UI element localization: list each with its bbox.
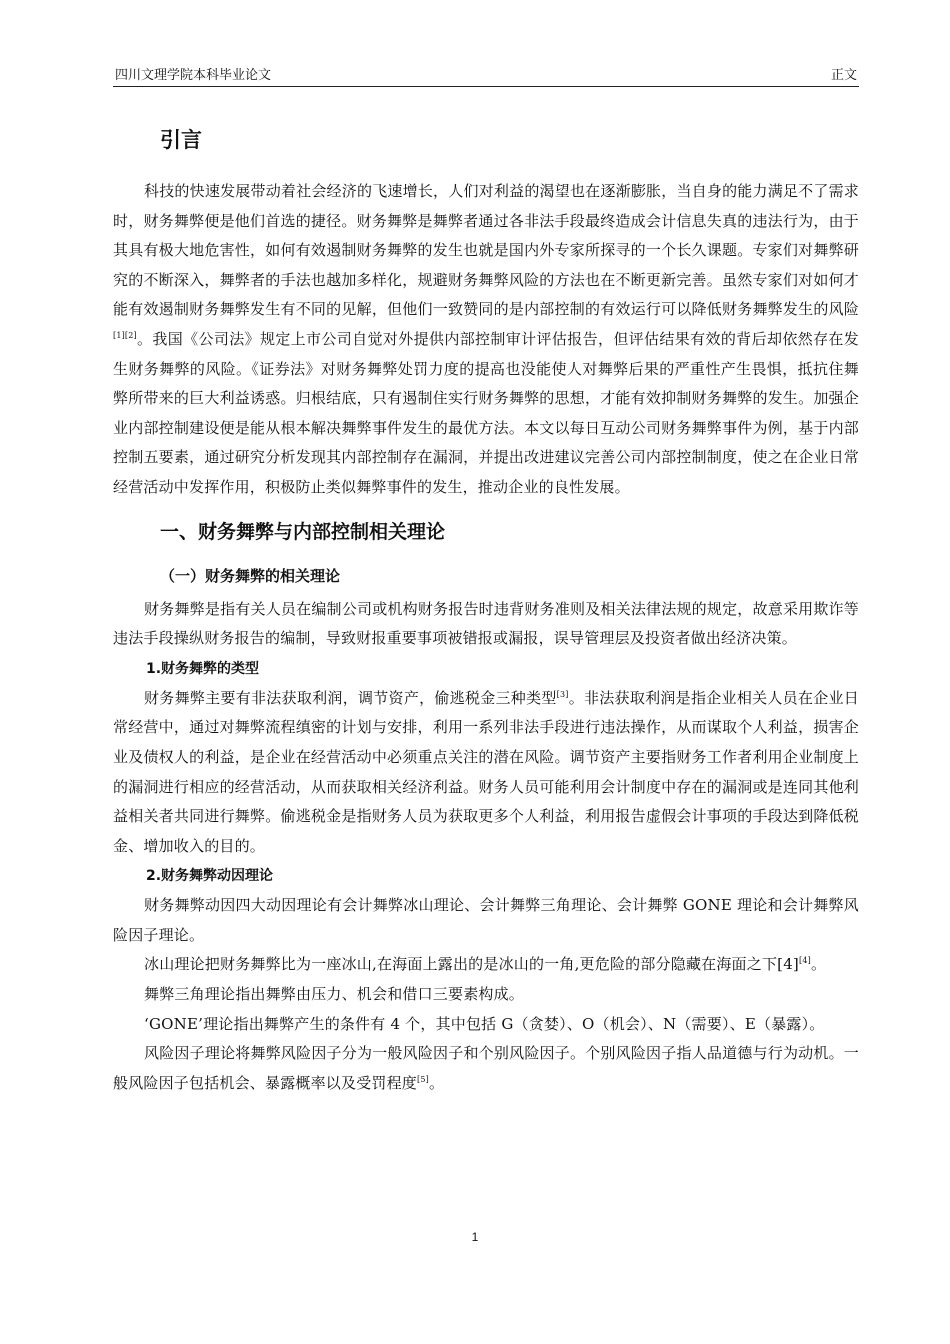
risk-factor-text-b: 。 (428, 1073, 445, 1092)
intro-paragraph (113, 177, 859, 503)
header-thesis-title: 四川文理学院本科毕业论文 (115, 68, 272, 83)
citation-ref: [1][2] (113, 330, 137, 340)
citation-ref: [4] (799, 956, 811, 966)
intro-heading: 引言 (160, 128, 202, 152)
fraud-definition-paragraph: 财务舞弊是指有关人员在编制公司或机构财务报告时违背财务准则及相关法律法规的规定，故意采用欺诈等违法手段操纵财务报告的编制，导致财报重要事项被错报或漏报，误导管理层及投资者做出经济决策。 (113, 599, 859, 648)
risk-factor-theory-paragraph (113, 1039, 859, 1098)
citation-ref: [5] (417, 1074, 429, 1084)
chapter-heading: 一、财务舞弊与内部控制相关理论 (160, 520, 446, 543)
page-number: 1 (471, 1230, 479, 1244)
triangle-theory-paragraph: 舞弊三角理论指出舞弊由压力、机会和借口三要素构成。 (144, 985, 525, 1004)
fraud-types-heading: 1.财务舞弊的类型 (146, 660, 260, 677)
page-header (113, 66, 859, 87)
header-section-label: 正文 (830, 68, 857, 83)
document-body (113, 122, 859, 1098)
gone-theory-paragraph: ‘GONE’理论指出舞弊产生的条件有 4 个，其中包括 G（贪婪）、O（机会）、N（需要）、E（暴露）。 (144, 1014, 825, 1033)
motive-theories-paragraph: 财务舞弊动因四大动因理论有会计舞弊冰山理论、会计舞弊三角理论、会计舞弊 GONE 理论和会计舞弊风险因子理论。 (113, 896, 859, 944)
intro-paragraph-text-a: 科技的快速发展带动着社会经济的飞速增长，人们对利益的渴望也在逐渐膨胀，当自身的能力满足不了需求时，财务舞弊便是他们首选的捷径。财务舞弊是舞弊者通过各非法手段最终造成会计信息失真的违法行为，由于其具有极大地危害性，如何有效遏制财务舞弊的发生也就是国内外专家所探寻的一个长久课题。专家们对舞弊研究的不断深入，舞弊者的手法也越加多样化，规避财务舞弊风险的方法也在不断更新完善。虽然专家们对如何才能有效遏制财务舞弊发生有不同的见解，但他们一致赞同的是内部控制的有效运行可以降低财务舞弊发生的风险 (113, 182, 859, 319)
citation-ref: [3] (556, 689, 569, 699)
risk-factor-text-a: 风险因子理论将舞弊风险因子分为一般风险因子和个别风险因子。个别风险因子指人品道德与行为动机。一般风险因子包括机会、暴露概率以及受罚程度 (113, 1044, 859, 1092)
fraud-types-text-b: 。非法获取利润是指企业相关人员在企业日常经营中，通过对舞弊流程缜密的计划与安排，利用一系列非法手段进行违法操作，从而谋取个人利益，损害企业及债权人的利益，是企业在经营活动中必须重点关注的潜在风险。调节资产主要指财务工作者利用企业制度上的漏洞进行相应的经营活动，从而获取相关经济利益。财务人员可能利用会计制度中存在的漏洞或是连同其他利益相关者共同进行舞弊。偷逃税金是指财务人员为获取更多个人利益，利用报告虚假会计事项的手段达到降低税金、增加收入的目的。 (113, 688, 859, 855)
iceberg-text-b: 。 (810, 955, 827, 974)
fraud-motive-heading: 2.财务舞弊动因理论 (146, 868, 274, 885)
iceberg-theory-paragraph (113, 950, 859, 980)
subsection-heading: （一）财务舞弊的相关理论 (160, 566, 341, 585)
fraud-types-paragraph (113, 684, 859, 862)
intro-paragraph-text-b: 。我国《公司法》规定上市公司自觉对外提供内部控制审计评估报告，但评估结果有效的背后却依然存在发生财务舞弊的风险。《证券法》对财务舞弊处罚力度的提高也没能使人对舞弊后果的严重性产生畏惧，抵抗住舞弊所带来的巨大利益诱惑。归根结底，只有遏制住实行财务舞弊的思想，才能有效抑制财务舞弊的发生。加强企业内部控制建设便是能从根本解决舞弊事件发生的最优方法。本文以每日互动公司财务舞弊事件为例，基于内部控制五要素，通过研究分析发现其内部控制存在漏洞，并提出改进建议完善公司内部控制制度，使之在企业日常经营活动中发挥作用，积极防止类似舞弊事件的发生，推动企业的良性发展。 (113, 329, 859, 496)
fraud-types-text-a: 财务舞弊主要有非法获取利润，调节资产，偷逃税金三种类型 (144, 688, 557, 707)
iceberg-text-a: 冰山理论把财务舞弊比为一座冰山,在海面上露出的是冰山的一角,更危险的部分隐藏在海面之下[4] (144, 955, 799, 974)
